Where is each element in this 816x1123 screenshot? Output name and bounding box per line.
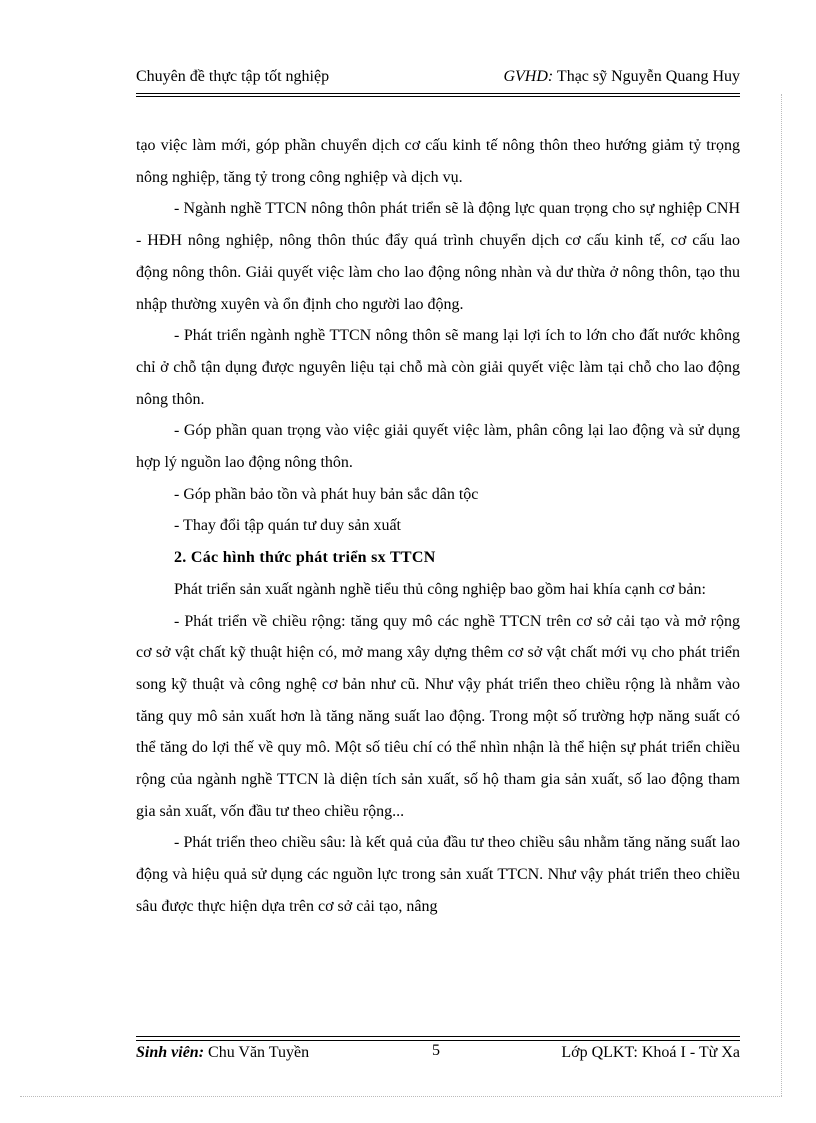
header-rule (136, 93, 740, 94)
page-body (136, 130, 740, 923)
page-number: 5 (432, 1042, 440, 1059)
footer-rule (136, 1036, 740, 1037)
student-name: Chu Văn Tuyền (208, 1044, 310, 1061)
paragraph: tạo việc làm mới, góp phần chuyển dịch cơ cấu kinh tế nông thôn theo hướng giảm tỷ trọng nông nghiệp, tăng tỷ trong công nghiệp và dịch vụ. (136, 137, 740, 186)
advisor-name: Thạc sỹ Nguyễn Quang Huy (556, 68, 740, 85)
header-rule-thin (136, 96, 740, 97)
paragraph: Phát triển sản xuất ngành nghề tiểu thủ công nghiệp bao gồm hai khía cạnh cơ bản: (174, 580, 706, 598)
page-edge-bottom (20, 1096, 782, 1097)
paragraph: - Phát triển theo chiều sâu: là kết quả của đầu tư theo chiều sâu nhằm tăng năng suất lao động và hiệu quả sử dụng các nguồn lực trong sản xuất TTCN. Như vậy phát triển theo chiều sâu được thực hiện dựa trên cơ sở cải tạo, nâng (136, 834, 740, 915)
paragraph: - Thay đổi tập quán tư duy sản xuất (174, 517, 401, 535)
paragraph: - Phát triển ngành nghề TTCN nông thôn sẽ mang lại lợi ích to lớn cho đất nước không chỉ ở chỗ tận dụng được nguyên liệu tại chỗ mà còn giải quyết việc làm tại chỗ cho lao động nông thôn. (136, 327, 740, 408)
advisor-label: GVHD: (503, 68, 554, 85)
student-info (136, 1044, 309, 1062)
page-edge-right (781, 94, 782, 1096)
student-label: Sinh viên: (136, 1044, 205, 1061)
paragraph: - Phát triển về chiều rộng: tăng quy mô các nghề TTCN trên cơ sở cải tạo và mở rộng cơ sở vật chất kỹ thuật hiện có, mở mang xây dựng thêm cơ sở vật chất mới vụ cho phát triển song kỹ thuật và công nghệ cơ bản như cũ. Như vậy phát triển theo chiều rộng là nhằm vào tăng quy mô sản xuất hơn là tăng năng suất lao động. Trong một số trường hợp năng suất có thể tăng do lợi thế về quy mô. Một số tiêu chí có thể nhìn nhận là thể hiện sự phát triển chiều rộng của ngành nghề TTCN là diện tích sản xuất, số hộ tham gia sản xuất, số lao động tham gia sản xuất, vốn đầu tư theo chiều rộng... (136, 612, 740, 820)
paragraph: - Góp phần quan trọng vào việc giải quyết việc làm, phân công lại lao động và sử dụng hợp lý nguồn lao động nông thôn. (136, 422, 740, 472)
class-info: Lớp QLKT: Khoá I - Từ Xa (561, 1044, 740, 1061)
paragraph: - Ngành nghề TTCN nông thôn phát triển sẽ là động lực quan trọng cho sự nghiệp CNH - HĐH nông nghiệp, nông thôn thúc đẩy quá trình chuyển dịch cơ cấu kinh tế, cơ cấu lao động nông thôn. Giải quyết việc làm cho lao động nông nhàn và dư thừa ở nông thôn, tạo thu nhập thường xuyên và ổn định cho người lao động. (136, 200, 740, 313)
page-footer (136, 1044, 740, 1066)
document-title: Chuyên đề thực tập tốt nghiệp (136, 68, 330, 85)
paragraph: - Góp phần bảo tồn và phát huy bản sắc dân tộc (174, 485, 479, 503)
footer-rule-thin (136, 1040, 740, 1041)
advisor-info (503, 68, 740, 86)
page-header (136, 68, 740, 92)
section-heading: 2. Các hình thức phát triển sx TTCN (174, 549, 436, 567)
